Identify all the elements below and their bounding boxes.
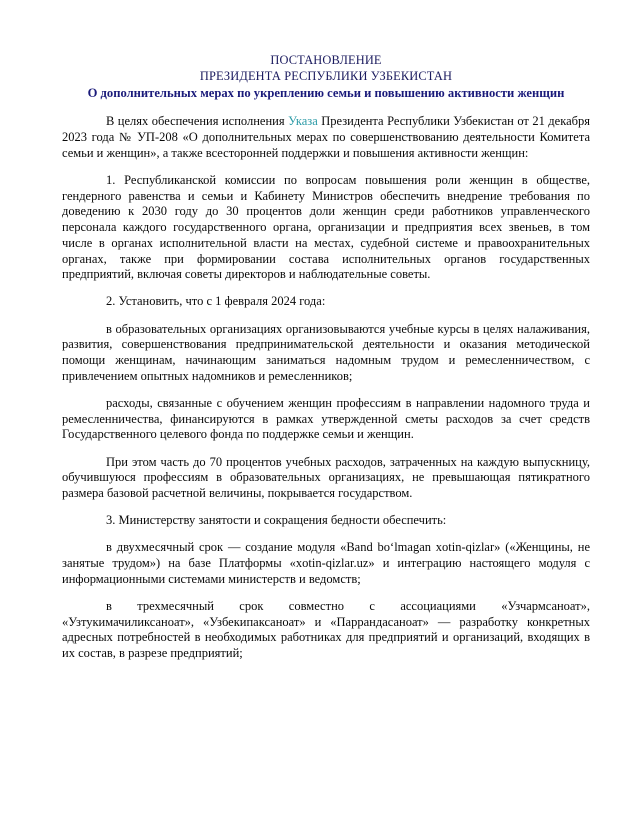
ukaz-link[interactable]: Указа	[288, 114, 318, 129]
paragraph-item-2: 2. Установить, что с 1 февраля 2024 года:	[106, 294, 326, 309]
document-title-line-1: ПОСТАНОВЛЕНИЕ	[270, 53, 382, 67]
paragraph-item-3: 3. Министерству занятости и сокращения бедности обеспечить:	[106, 513, 447, 528]
document-subtitle: О дополнительных мерах по укреплению семьи и повышению активности женщин	[87, 85, 565, 100]
paragraph-item-2-sub-1: в образовательных организациях организовываются учебные курсы в целях налаживания, развития, совершенствования предпринимательской деятельности и оказания методической помощи женщинам, начинающим заниматься надомным трудом и ремесленничеством, с привлечением опытных надомников и ремесленников;	[62, 321, 590, 383]
paragraph-item-3-sub-2: в трехмесячный срок совместно с ассоциациями «Узчармсаноат», «Узтукимачиликсаноат», «Узбекипаксаноат» и «Паррандасаноат» — разработку конкретных адресных потребностей в необходимых работниках для предприятий и организаций, входящих в их состав, в разрезе предприятий;	[62, 598, 590, 661]
preamble-text-before-link: В целях обеспечения исполнения	[106, 114, 289, 129]
paragraph-item-1: 1. Республиканской комиссии по вопросам повышения роли женщин в обществе, гендерного равенства и семьи и Кабинету Министров обеспечить внедрение требования по доведению к 2030 году до 30 процентов доли женщин среди работников управленческого персонала каждого государственного органа, организации и предприятия всех звеньев, в том числе в органах исполнительной власти на местах, судебной системе и правоохранительных органах, также при формировании состава исполнительных органов государственных предприятий, включая советы директоров и наблюдательные советы.	[62, 173, 590, 282]
preamble-text-after-link: Президента Республики Узбекистан от 21 декабря 2023 года № УП-208 «О дополнительных мерах по совершенствованию деятельности Комитета семьи и женщин», а также всесторонней поддержки и повышения активности женщин:	[62, 114, 591, 160]
paragraph-preamble	[62, 114, 590, 161]
paragraph-item-3-sub-1: в двухмесячный срок — создание модуля «Band bo‘lmagan xotin-qizlar» («Женщины, не занятые трудом») на базе Платформы «xotin-qizlar.uz» и интеграцию настоящего модуля с информационными системами министерств и ведомств;	[62, 540, 590, 586]
document-body	[62, 114, 590, 661]
paragraph-item-2-sub-2: расходы, связанные с обучением женщин профессиям в направлении надомного труда и ремесленничества, финансируются в рамках утвержденной сметы расходов за счет средств Государственного целевого фонда по поддержке семьи и женщин.	[62, 395, 590, 442]
document-title	[62, 52, 590, 85]
paragraph-item-2-sub-3: При этом часть до 70 процентов учебных расходов, затраченных на каждую выпускницу, обучившуюся профессиям в образовательных организациях, не превышающая пятикратного размера базовой расчетной величины, покрывается государством.	[62, 454, 590, 500]
document-title-line-2: ПРЕЗИДЕНТА РЕСПУБЛИКИ УЗБЕКИСТАН	[199, 69, 453, 84]
